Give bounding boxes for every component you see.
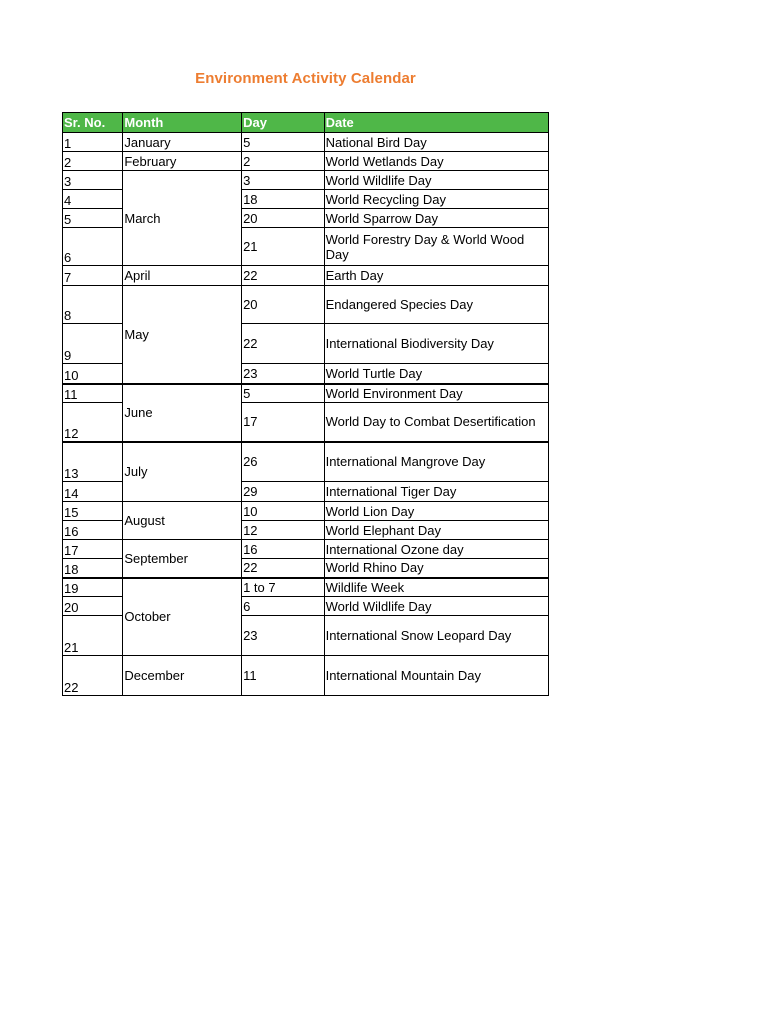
day-cell: 12	[242, 521, 325, 540]
table-row	[63, 266, 549, 286]
date-cell: World Wildlife Day	[324, 171, 548, 190]
header-day: Day	[242, 113, 325, 133]
day-cell: 22	[242, 324, 325, 364]
day-cell: 11	[242, 656, 325, 696]
month-cell: May	[123, 286, 242, 384]
day-cell: 2	[242, 152, 325, 171]
month-cell: April	[123, 266, 242, 286]
header-sr-no: Sr. No.	[63, 113, 123, 133]
sr-no-cell: 3	[63, 171, 123, 190]
table-row	[63, 578, 549, 597]
day-cell: 1 to 7	[242, 578, 325, 597]
sr-no-cell: 20	[63, 597, 123, 616]
day-cell: 26	[242, 442, 325, 482]
day-cell: 21	[242, 228, 325, 266]
sr-no-cell: 6	[63, 228, 123, 266]
day-cell: 29	[242, 482, 325, 502]
month-cell: June	[123, 384, 242, 442]
sr-no-cell: 16	[63, 521, 123, 540]
table-header-row	[63, 113, 549, 133]
day-cell: 22	[242, 559, 325, 578]
table-body	[63, 133, 549, 696]
sr-no-cell: 4	[63, 190, 123, 209]
sr-no-cell: 15	[63, 502, 123, 521]
date-cell: International Snow Leopard Day	[324, 616, 548, 656]
month-cell: March	[123, 171, 242, 266]
sr-no-cell: 8	[63, 286, 123, 324]
table-row	[63, 171, 549, 190]
day-cell: 5	[242, 384, 325, 403]
day-cell: 16	[242, 540, 325, 559]
month-cell: September	[123, 540, 242, 578]
day-cell: 3	[242, 171, 325, 190]
date-cell: Wildlife Week	[324, 578, 548, 597]
table-row	[63, 286, 549, 324]
sr-no-cell: 10	[63, 364, 123, 384]
date-cell: Endangered Species Day	[324, 286, 548, 324]
sr-no-cell: 13	[63, 442, 123, 482]
date-cell: National Bird Day	[324, 133, 548, 152]
date-cell: World Lion Day	[324, 502, 548, 521]
date-cell: World Rhino Day	[324, 559, 548, 578]
page-title: Environment Activity Calendar	[195, 70, 416, 87]
day-cell: 6	[242, 597, 325, 616]
table-row	[63, 656, 549, 696]
sr-no-cell: 11	[63, 384, 123, 403]
date-cell: World Elephant Day	[324, 521, 548, 540]
date-cell: World Forestry Day & World Wood Day	[324, 228, 548, 266]
sr-no-cell: 17	[63, 540, 123, 559]
month-cell: August	[123, 502, 242, 540]
date-cell: World Environment Day	[324, 384, 548, 403]
date-cell: International Mangrove Day	[324, 442, 548, 482]
date-cell: International Mountain Day	[324, 656, 548, 696]
date-cell: World Wildlife Day	[324, 597, 548, 616]
day-cell: 23	[242, 364, 325, 384]
sr-no-cell: 7	[63, 266, 123, 286]
date-cell: World Sparrow Day	[324, 209, 548, 228]
sr-no-cell: 1	[63, 133, 123, 152]
day-cell: 17	[242, 403, 325, 442]
date-cell: World Turtle Day	[324, 364, 548, 384]
sr-no-cell: 14	[63, 482, 123, 502]
date-cell: World Wetlands Day	[324, 152, 548, 171]
date-cell: International Biodiversity Day	[324, 324, 548, 364]
table-row	[63, 502, 549, 521]
day-cell: 20	[242, 286, 325, 324]
sr-no-cell: 9	[63, 324, 123, 364]
sr-no-cell: 21	[63, 616, 123, 656]
month-cell: February	[123, 152, 242, 171]
date-cell: World Recycling Day	[324, 190, 548, 209]
day-cell: 18	[242, 190, 325, 209]
table-row	[63, 384, 549, 403]
month-cell: January	[123, 133, 242, 152]
sr-no-cell: 12	[63, 403, 123, 442]
table-row	[63, 133, 549, 152]
day-cell: 5	[242, 133, 325, 152]
day-cell: 23	[242, 616, 325, 656]
table-row	[63, 442, 549, 482]
date-cell: International Ozone day	[324, 540, 548, 559]
sr-no-cell: 19	[63, 578, 123, 597]
date-cell: Earth Day	[324, 266, 548, 286]
date-cell: International Tiger Day	[324, 482, 548, 502]
header-month: Month	[123, 113, 242, 133]
day-cell: 22	[242, 266, 325, 286]
table-row	[63, 540, 549, 559]
header-date: Date	[324, 113, 548, 133]
sr-no-cell: 5	[63, 209, 123, 228]
environment-calendar-table	[62, 112, 549, 696]
day-cell: 20	[242, 209, 325, 228]
month-cell: December	[123, 656, 242, 696]
table-row	[63, 152, 549, 171]
date-cell: World Day to Combat Desertification	[324, 403, 548, 442]
sr-no-cell: 18	[63, 559, 123, 578]
month-cell: July	[123, 442, 242, 502]
day-cell: 10	[242, 502, 325, 521]
month-cell: October	[123, 578, 242, 656]
sr-no-cell: 22	[63, 656, 123, 696]
sr-no-cell: 2	[63, 152, 123, 171]
